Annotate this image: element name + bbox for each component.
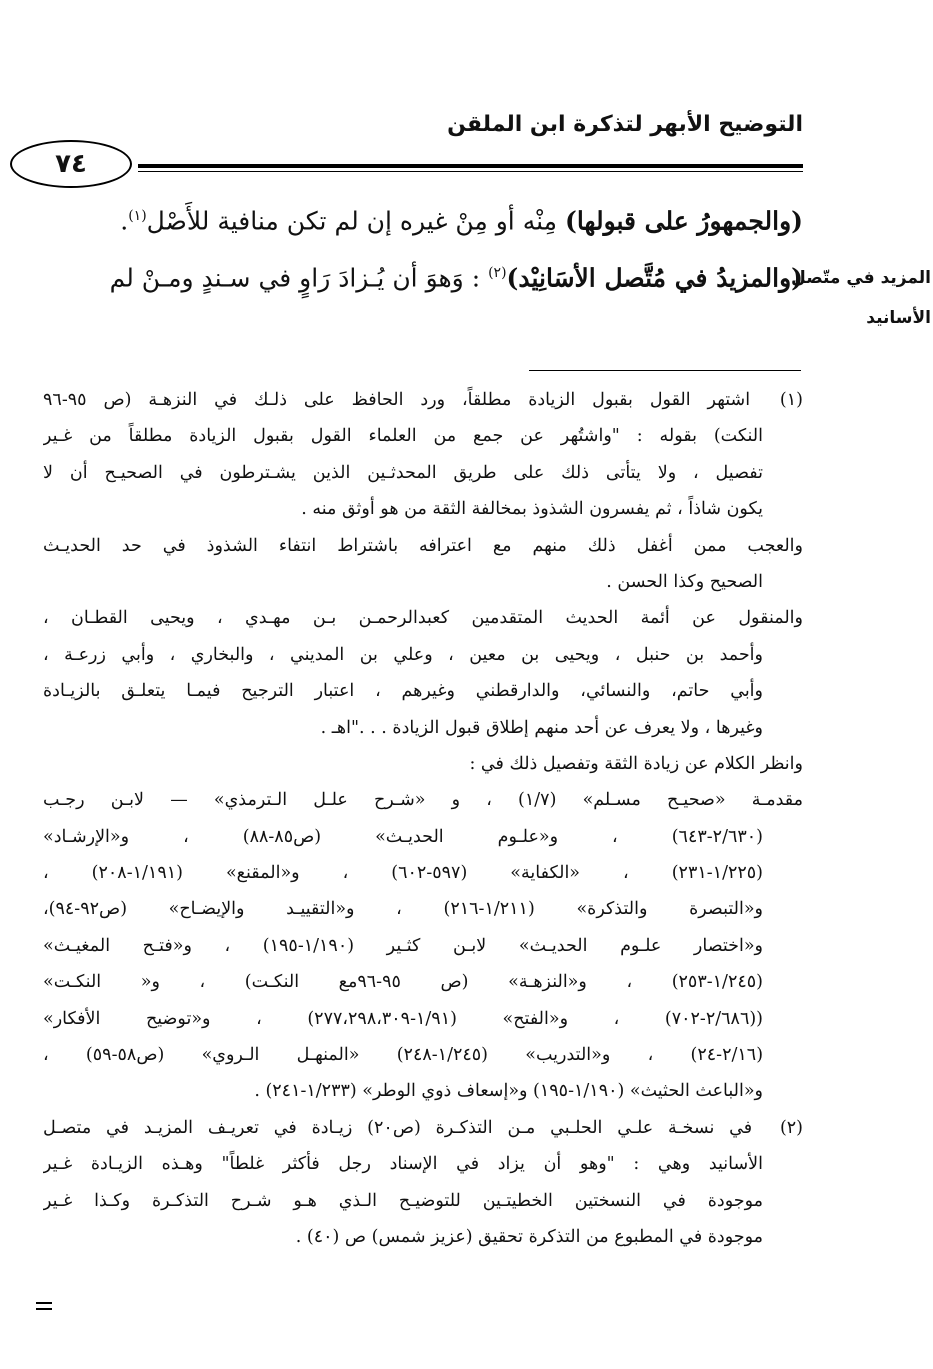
- footnote-text: وغيرها ، ولا يعرف عن أحد منهم إطلاق قبول الزيادة . . ."اهـ .: [320, 717, 763, 738]
- footnote-line: [43, 673, 803, 709]
- footnote-line: [43, 855, 803, 891]
- footnote-text: ((٢/٦٨٦-٧٠٢) ، و«الفتح» (١/٩١-٢٧٧،٢٩٨،٣٠٩) ، و«توضيح الأفكار»: [43, 1008, 763, 1029]
- footnote-line: [43, 564, 803, 600]
- footnote-line: [43, 600, 803, 636]
- footnote-text: الأسانيد وهي : "وهو أن يزاد في الإسناد رجل فأكثر غلطاً" وهـذه الزيـادة غـير: [43, 1154, 763, 1175]
- footnote-line: [43, 528, 803, 564]
- footnote-text: الصحيح وكذا الحسن .: [606, 571, 763, 592]
- footnote-line: [43, 1110, 803, 1146]
- main-line-2-rest: : وَهوَ أن يُـزادَ رَاوٍ في سـندٍ ومـنْ لم: [109, 263, 489, 293]
- footnote-marker: (١): [779, 390, 803, 410]
- footnote-text: في نسخـة علـي الحلـبي مـن التذكـرة (ص٢٠) زيـادة في تعريـف المزيـد في متصـل: [43, 1117, 753, 1138]
- side-note-line-1: المزيد في متّصل: [791, 268, 931, 288]
- footnote-text: مقدمـة «صحيـح مسـلم» (١/٧) ، و «شـرح علـل الـترمذي» — لابـن رجـب: [43, 790, 803, 811]
- footnotes: [43, 382, 803, 1255]
- running-title: التوضيح الأبهر لتذكرة ابن الملقن: [447, 112, 803, 137]
- main-line-1-bold: (والجمهورُ على قبولها): [564, 206, 803, 236]
- footnote-line: [43, 418, 803, 454]
- main-line-1-end: .: [120, 206, 129, 236]
- footnote-text: والعجب ممن أغفل ذلك منهم مع اعترافه باشتراط انتفاء الشذوذ في حد الحديـث: [43, 535, 803, 556]
- footnote-line: [43, 382, 803, 418]
- footnote-line: [43, 746, 803, 782]
- footnote-text: وأحمد بن حنبل ، ويحيى بن معين ، وعلي بن المديني ، والبخاري ، وأبي زرعـة ،: [43, 644, 763, 665]
- footnote-text: تفصيل ، ولا يتأتى ذلك على طريق المحدثـين الذين يشـترطون في الصحيـح أن لا: [43, 462, 763, 483]
- footnote-text: والمنقول عن أئمة الحديث المتقدمين كعبدالرحمـن بـن مهـدي ، ويحيى القطـان ،: [43, 608, 803, 629]
- footnote-text: (١/٢٤٥-٢٥٣) ، و«النزهـة» (ص ٩٥-٩٦مع النكـت) ، و« النكـت»: [43, 972, 763, 993]
- footnote-text: يكون شاذاً ، ثم يفسرون الشذوذ بمخالفة الثقة من هو أوثق منه .: [301, 499, 763, 520]
- footnote-line: [43, 455, 803, 491]
- footnote-line: [43, 637, 803, 673]
- footnote-text: موجودة في المطبوع من التذكرة تحقيق (عزيز شمس) ص (٤٠) .: [295, 1226, 763, 1247]
- footnote-line: [43, 964, 803, 1000]
- footnote-marker: (٢): [779, 1117, 803, 1138]
- footnote-line: [43, 819, 803, 855]
- footnote-line: [43, 891, 803, 927]
- main-line-2-bold: (والمزيدُ في مُتَّصل الأسَانِيْد): [506, 263, 803, 293]
- footnote-line: [43, 1146, 803, 1182]
- footnote-text: و«الباعث الحثيث» (١/١٩٠-١٩٥) و«إسعاف ذوي الوطر» (١/٢٣٣-٢٤١) .: [254, 1081, 763, 1102]
- page-number: ٧٤: [10, 140, 132, 188]
- footnote-line: [43, 491, 803, 527]
- footnote-ref-2: (٢): [488, 265, 507, 282]
- footnote-ref-1: (١): [128, 208, 147, 224]
- footnote-line: [43, 928, 803, 964]
- footnote-separator: [529, 370, 801, 371]
- footnote-text: و«اختصار علـوم الحديـث» لابـن كثـير (١/١٩٠-١٩٥) ، و«فتـح المغيـث»: [43, 935, 763, 956]
- footnote-text: (٢/٦٣٠-٦٤٣) ، و«علـوم الحديـث» (ص٨٥-٨٨) ، و«الإرشـاد»: [43, 826, 763, 847]
- footnote-line: [43, 710, 803, 746]
- main-text: [103, 190, 803, 305]
- footnote-line: [43, 1183, 803, 1219]
- footnote-text: (٢/١٦-٢٤) ، و«التدريب» (١/٢٤٥-٢٤٨) «المنهـل الـروي» (ص٥٨-٥٩) ،: [43, 1045, 764, 1066]
- footnote-text: النكت) بقوله : "واشتُهر عن جمع من العلماء القول بقبول الزيادة مطلقاً من غـير: [43, 426, 763, 447]
- header-rule: [138, 164, 803, 172]
- footnote-line: [43, 1073, 803, 1109]
- main-line-2: [103, 247, 803, 304]
- footnote-line: [43, 1001, 803, 1037]
- footnote-text: (١/٢٢٥-٢٣١) ، «الكفاية» (٥٩٧-٦٠٢) ، و«المقنع» (١/١٩١-٢٠٨) ،: [43, 863, 763, 884]
- footnote-text: وانظر الكلام عن زيادة الثقة وتفصيل ذلك في :: [469, 753, 803, 774]
- side-note: [791, 258, 931, 338]
- footnote-line: [43, 1037, 803, 1073]
- footnote-text: موجودة في النسختين الخطيتـين للتوضيـح الـذي هـو شـرح التذكـرة وكـذا غـير: [43, 1190, 763, 1211]
- main-line-1: [103, 190, 803, 247]
- side-note-line-2: الأسانيد: [866, 308, 931, 328]
- footnote-line: [43, 782, 803, 818]
- footnote-line: [43, 1219, 803, 1255]
- main-line-1-rest: مِنْه أو مِنْ غيره إن لم تكن منافية للأَصْل: [146, 206, 565, 236]
- footnote-text: اشتهر القول بقبول الزيادة مطلقاً، ورد الحافظ على ذلـك في النزهـة (ص ٩٥-٩٦: [43, 390, 751, 410]
- footnote-text: و«التبصرة والتذكرة» (١/٢١١-٢١٦) ، و«التقييـد والإيضـاح» (ص٩٢-٩٤)،: [43, 899, 764, 920]
- end-mark: [36, 1302, 52, 1310]
- footnote-text: وأبي حاتم، والنسائي، والدارقطني وغيرهم ، اعتبار الترجيح فيمـا يتعلـق بالزيـادة: [43, 681, 763, 702]
